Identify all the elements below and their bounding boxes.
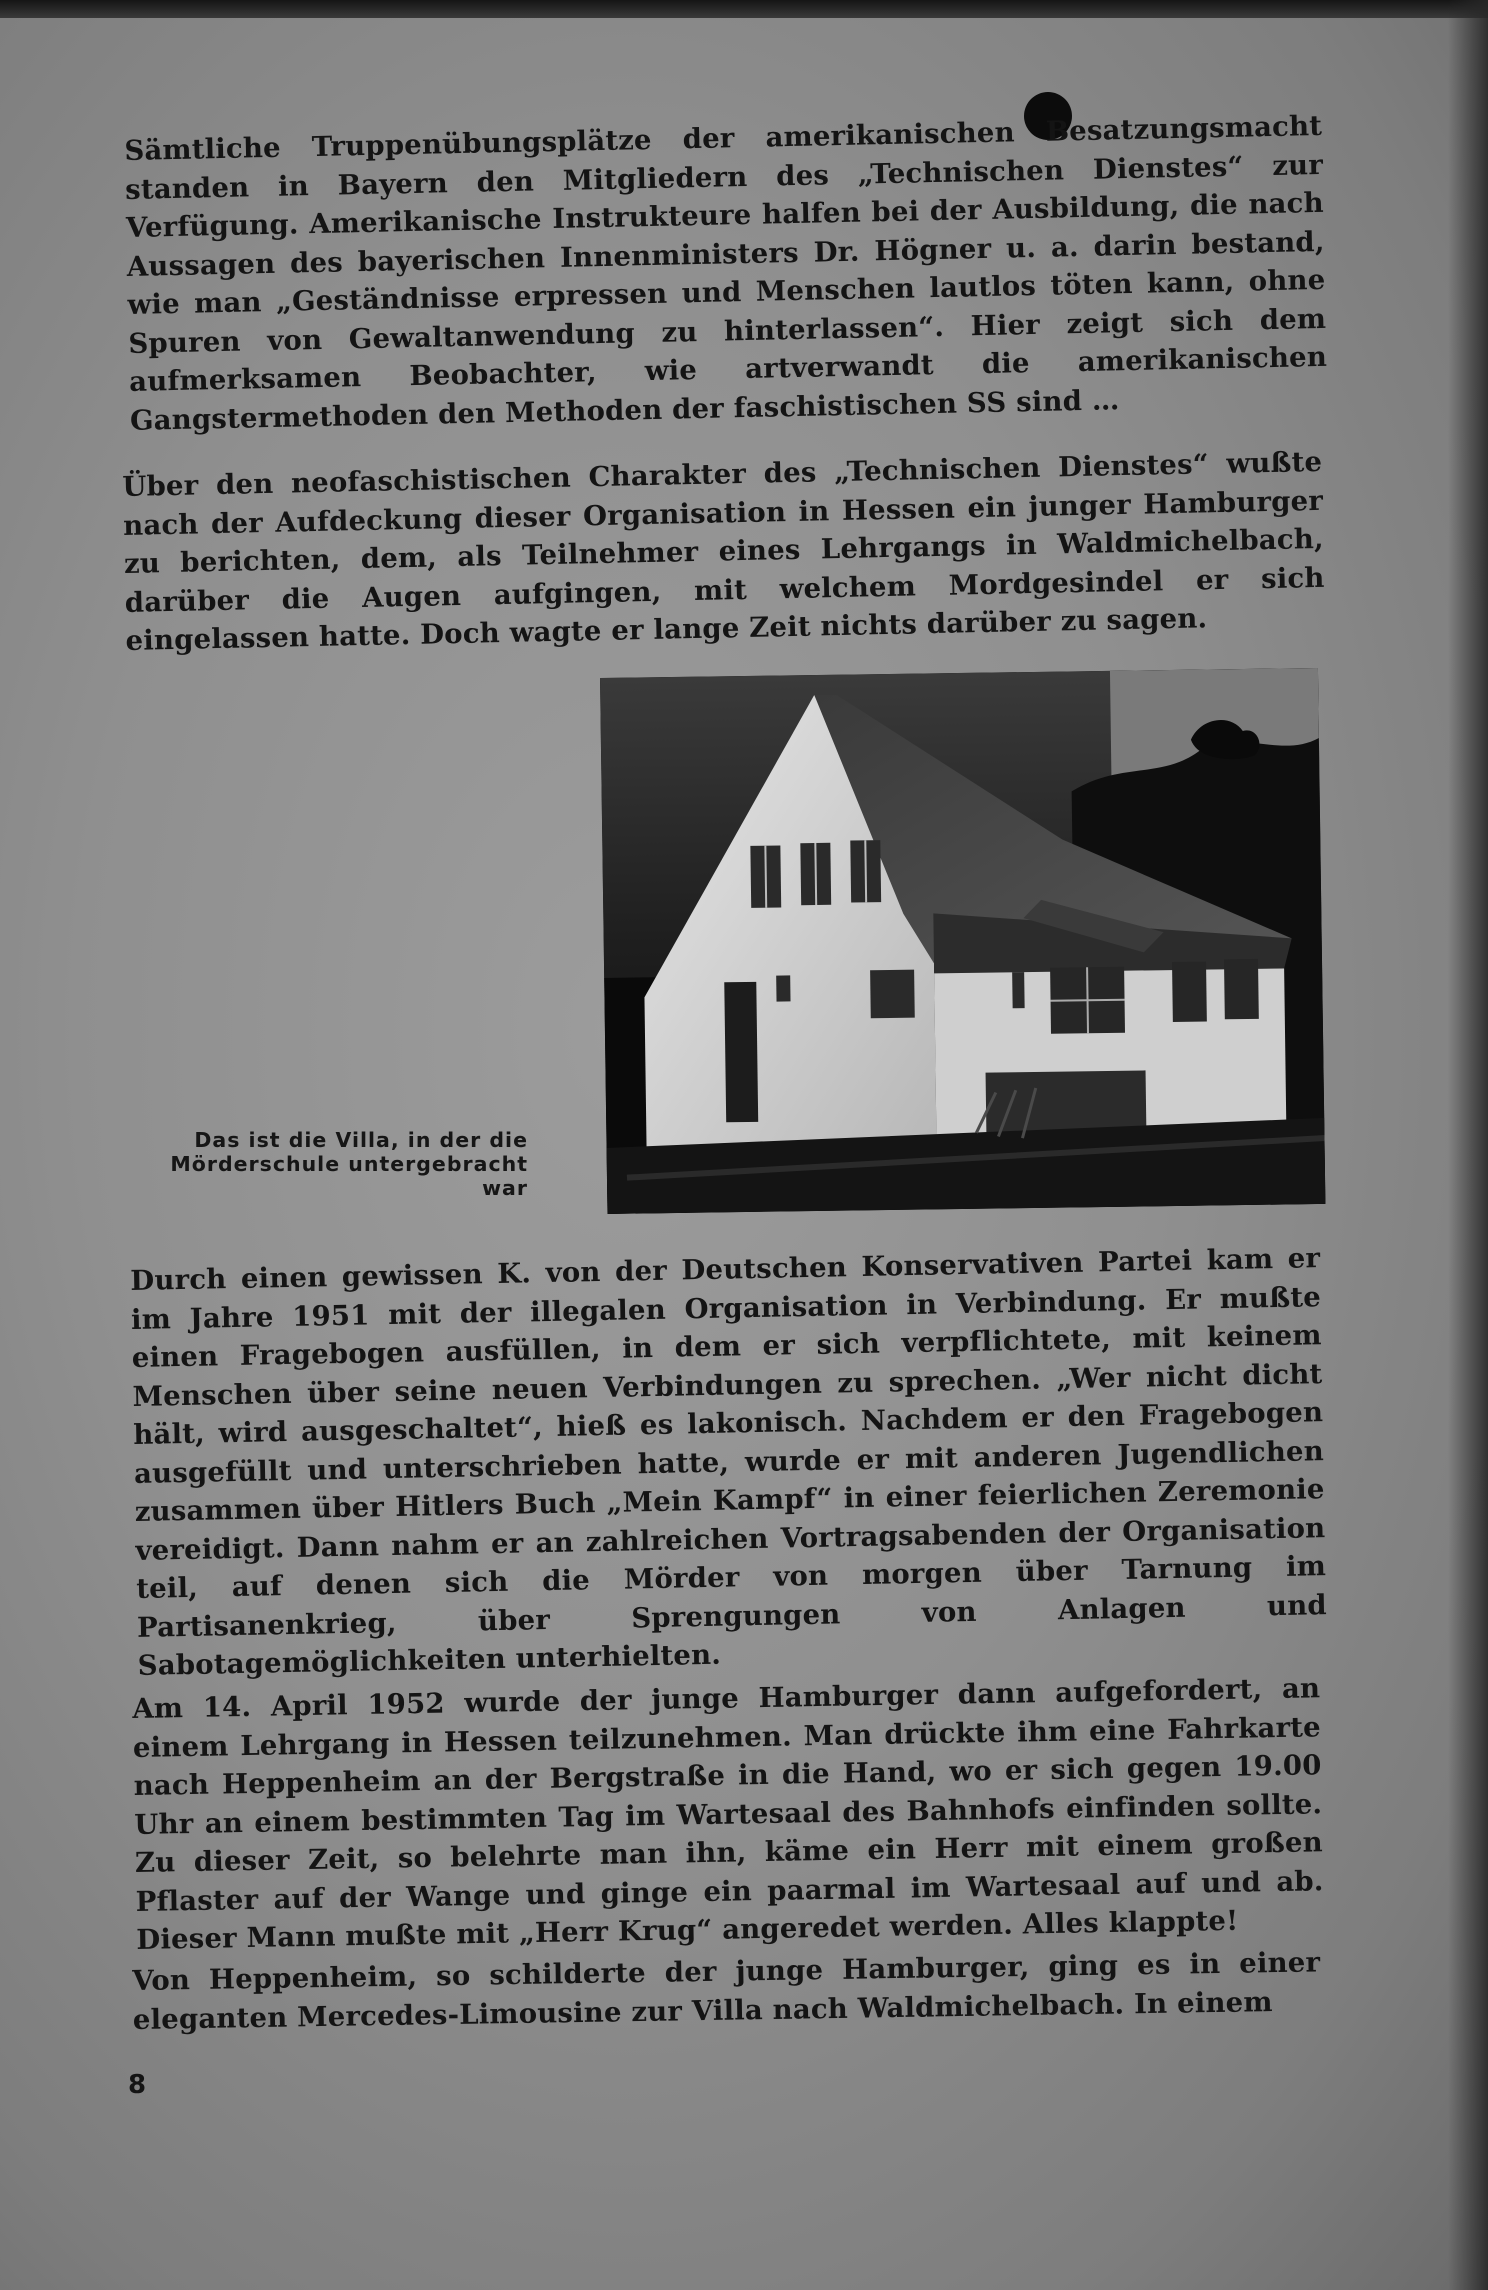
page-top-edge <box>0 0 1488 18</box>
photo-caption: Das ist die Villa, in der die Mörderschule untergebracht war <box>170 1128 528 1200</box>
villa-photo <box>600 668 1325 1214</box>
paragraph-heppenheim: Von Heppenheim, so schilderte der junge Hamburger, ging es in einer eleganten Mercedes-Limousine zur Villa nach Waldmichelbach. In einem <box>132 1946 1321 2036</box>
paragraph-neofascist-character: Über den neofaschistischen Charakter des „Technischen Dienstes“ wußte nach der Aufdeckung dieser Organisation in Hessen ein junger Hamburger zu berichten, dem, als Teilnehmer eines Lehrgangs in Waldmichelbach, darüber die Augen aufgingen, mit welchem Mordgesindel er sich eingelassen hatte. Doch wagte er lange Zeit nichts darüber zu sagen. <box>122 445 1325 657</box>
paragraph-training-grounds: Sämtliche Truppenübungsplätze der amerikanischen Besatzungsmacht standen in Bayern den Mitgliedern des „Technischen Dienstes“ zur Verfügung. Amerikanische Instrukteure halfen bei der Ausbildung, die nach Aussagen des bayerischen Innenministers Dr. Högner u. a. darin bestand, wie man „Geständnisse erpressen und Menschen lautlos töten kann, ohne Spuren von Gewaltanwendung zu hinterlassen“. Hier zeigt sich dem aufmerksamen Beobachter, wie artverwandt die amerikanischen Gangstermethoden den Methoden der faschistischen SS sind … <box>124 109 1328 437</box>
paragraph-april-1952: Am 14. April 1952 wurde der junge Hamburger dann aufgefordert, an einem Lehrgang in Hessen teilzunehmen. Man drückte ihm eine Fahrkarte nach Heppenheim an der Bergstraße in die Hand, wo er sich gegen 19.00 Uhr an einem bestimmten Tag im Wartesaal des Bahnhofs einfinden sollte. Zu dieser Zeit, so belehrte man ihn, käme ein Herr mit einem großen Pflaster auf der Wange und ginge ein paarmal im Wartesaal auf und ab. Dieser Mann mußte mit „Herr Krug“ angeredet werden. Alles klappte! <box>132 1672 1324 1956</box>
paragraph-recruitment: Durch einen gewissen K. von der Deutschen Konservativen Partei kam er im Jahre 1951 mit der illegalen Organisation in Verbindung. Er mußte einen Fragebogen ausfüllen, in dem er sich verpflichtete, mit keinem Menschen über seine neuen Verbindungen zu sprechen. „Wer nicht dicht hält, wird ausgeschaltet“, hieß es lakonisch. Nachdem er den Fragebogen ausgefüllt und unterschrieben hatte, wurde er mit anderen Jugendlichen zusammen über Hitlers Buch „Mein Kampf“ in einer feierlichen Zeremonie vereidigt. Dann nahm er an zahlreichen Vortragsabenden der Organisation teil, auf denen sich die Mörder von morgen über Tarnung im Partisanenkrieg, über Sprengungen von Anlagen und Sabotagemöglichkeiten unterhielten. <box>130 1242 1328 1682</box>
page-right-edge-shadow <box>1448 0 1488 2290</box>
page-number: 8 <box>128 2070 147 2100</box>
